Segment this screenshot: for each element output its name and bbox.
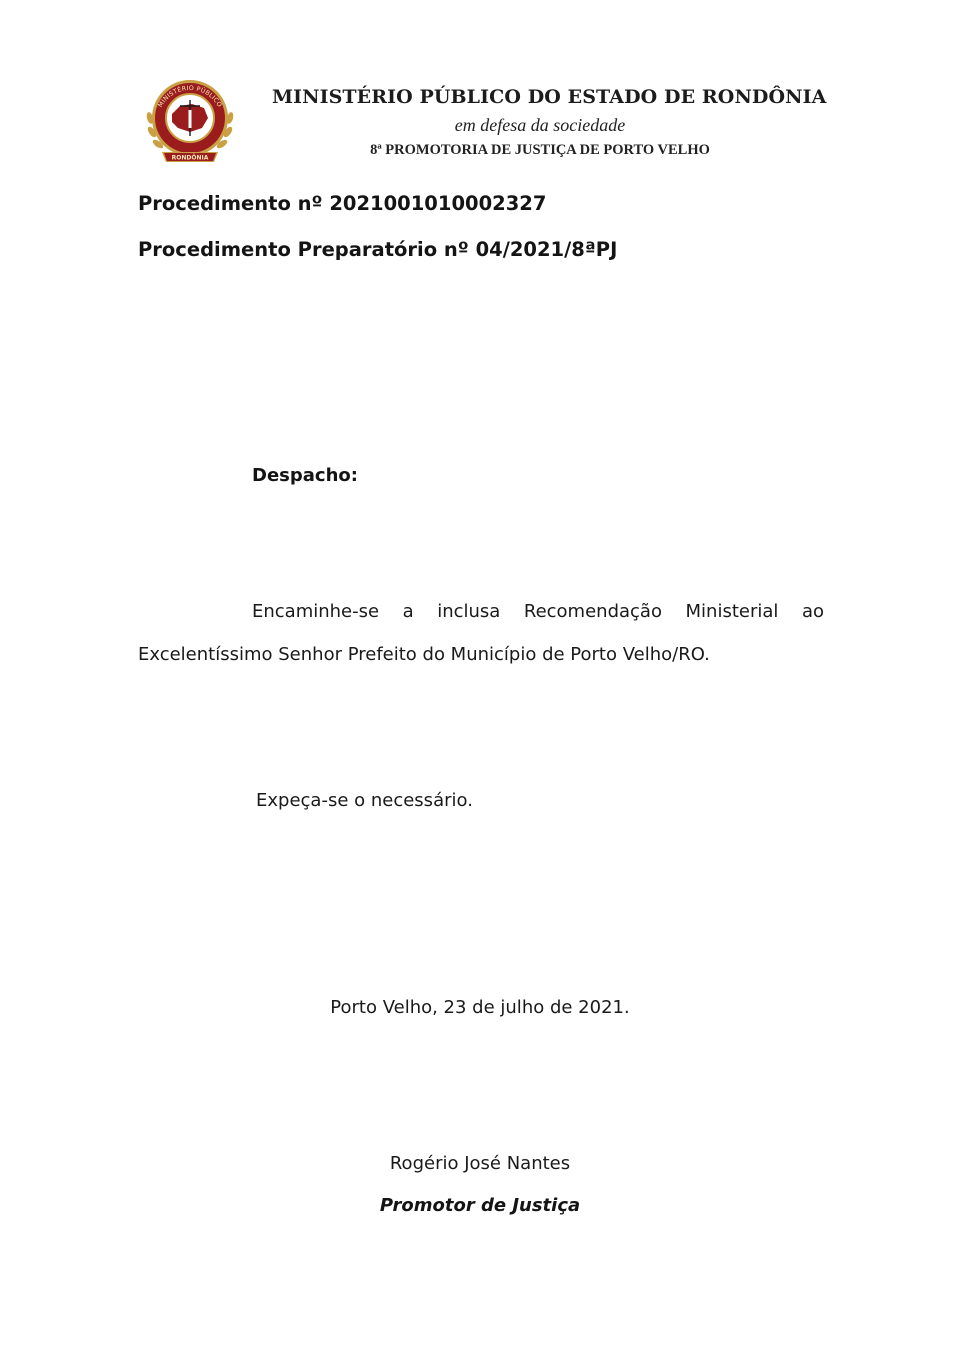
seal-arc-text: MINISTÉRIO PÚBLICO (157, 84, 223, 109)
seal-banner-text: RONDÔNIA (171, 154, 209, 162)
signer-name: Rogério José Nantes (389, 1153, 571, 1174)
dispatch-heading: Despacho: (252, 465, 358, 486)
preparatory-procedure-number: Procedimento Preparatório nº 04/2021/8ªPJ (138, 238, 618, 261)
closing-instruction: Expeça-se o necessário. (256, 790, 473, 811)
procedure-number: Procedimento nº 2021001010002327 (138, 192, 547, 215)
prosecutor-office-subtitle: 8ª PROMOTORIA DE JUSTIÇA DE PORTO VELHO (370, 142, 710, 158)
ministerio-publico-seal-logo (142, 74, 238, 170)
institution-motto: em defesa da sociedade (454, 115, 626, 135)
institution-title: MINISTÉRIO PÚBLICO DO ESTADO DE RONDÔNIA (272, 86, 827, 108)
dispatch-paragraph: Encaminhe-se a inclusa Recomendação Ministerial ao Excelentíssimo Senhor Prefeito do Município de Porto Velho/RO. (138, 601, 824, 665)
signer-role: Promotor de Justiça (379, 1195, 581, 1216)
place-and-date: Porto Velho, 23 de julho de 2021. (330, 997, 630, 1018)
